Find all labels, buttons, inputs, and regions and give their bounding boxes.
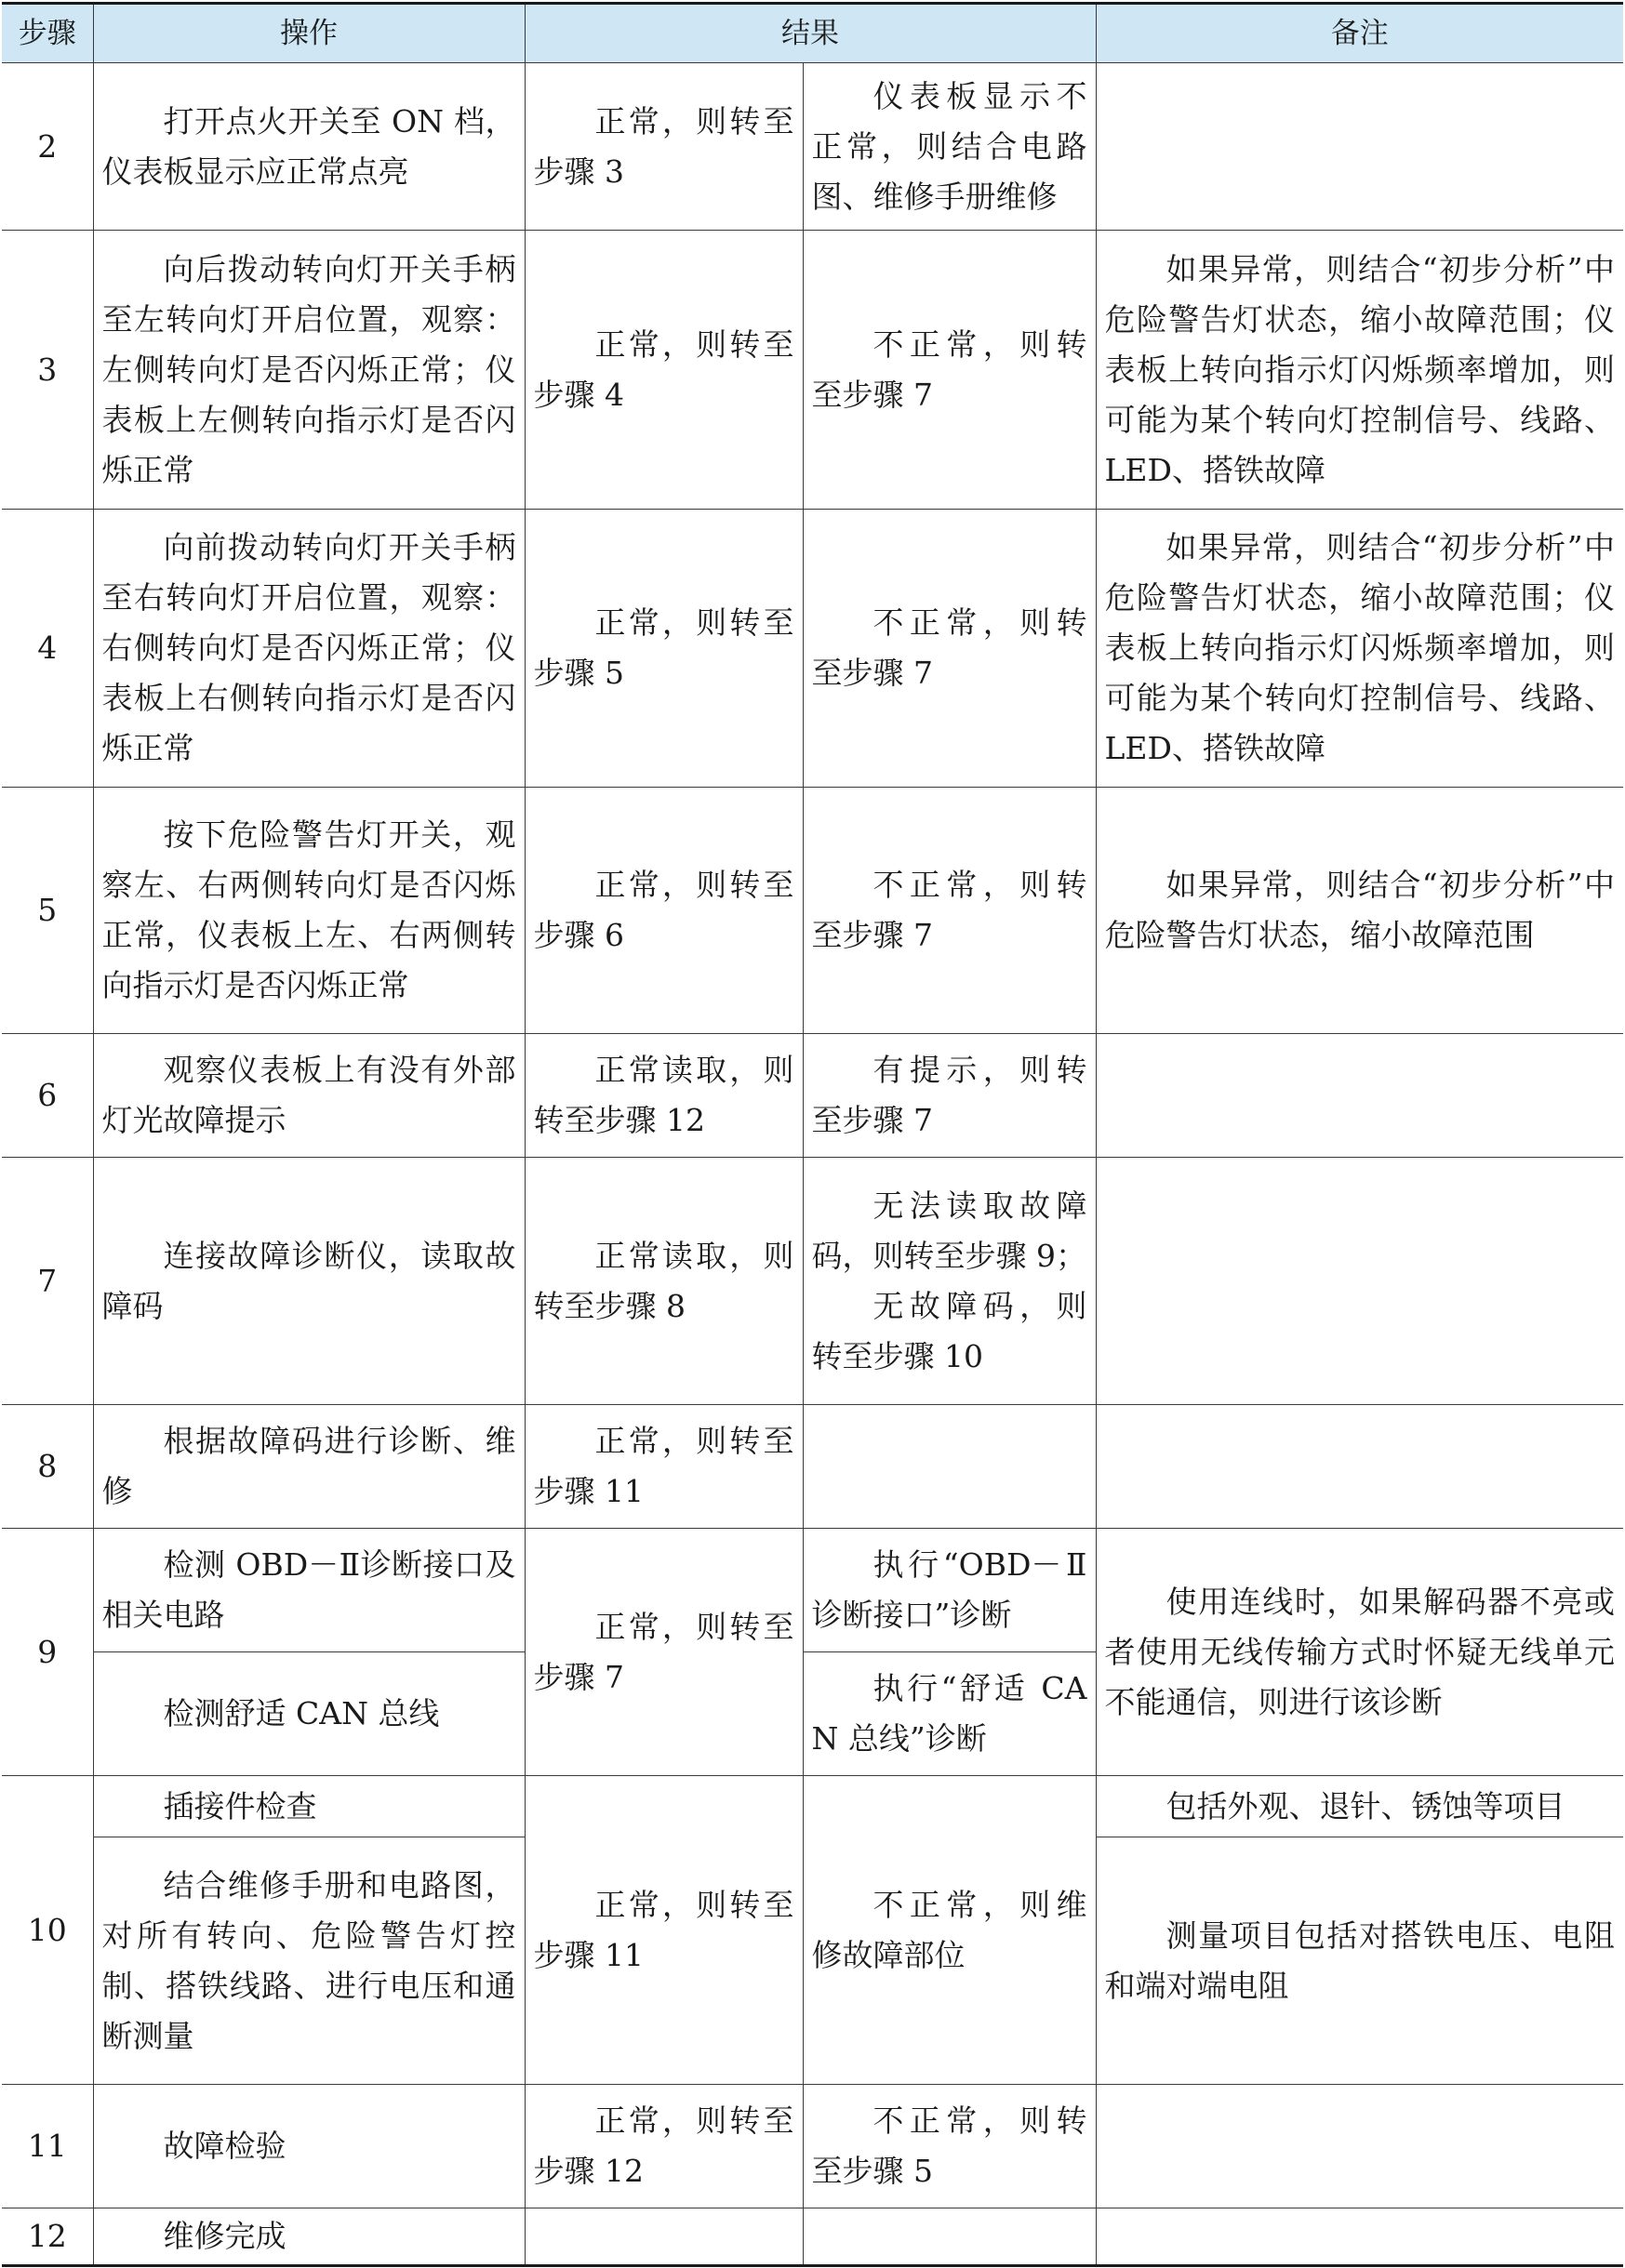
remark-cell: 如果异常，则结合“初步分析”中危险警告灯状态，缩小故障范围；仪表板上转向指示灯闪烁频率增加，则可能为某个转向灯控制信号、线路、LED、搭铁故障 <box>1096 231 1623 510</box>
step-cell: 6 <box>2 1034 93 1158</box>
step-cell: 3 <box>2 231 93 510</box>
step-cell: 11 <box>2 2085 93 2208</box>
result-ok-cell: 正常，则转至步骤 5 <box>525 510 803 788</box>
result-ok-cell: 正常，则转至步骤 12 <box>525 2085 803 2208</box>
step-cell: 2 <box>2 63 93 231</box>
remark-cell <box>1096 2085 1623 2208</box>
result-ok-cell: 正常读取，则转至步骤 8 <box>525 1158 803 1405</box>
remark-cell <box>1096 63 1623 231</box>
action-cell: 向后拨动转向灯开关手柄至左转向灯开启位置，观察：左侧转向灯是否闪烁正常；仪表板上左侧转向指示灯是否闪烁正常 <box>93 231 525 510</box>
remark-cell: 如果异常，则结合“初步分析”中危险警告灯状态，缩小故障范围；仪表板上转向指示灯闪烁频率增加，则可能为某个转向灯控制信号、线路、LED、搭铁故障 <box>1096 510 1623 788</box>
action-cell: 打开点火开关至 ON 档，仪表板显示应正常点亮 <box>93 63 525 231</box>
remark-cell: 如果异常，则结合“初步分析”中危险警告灯状态，缩小故障范围 <box>1096 788 1623 1034</box>
result-fail-cell: 不正常，则转至步骤 5 <box>803 2085 1096 2208</box>
table-row <box>2 510 1623 788</box>
action-cell: 检测 OBD－Ⅱ诊断接口及相关电路 <box>93 1529 525 1652</box>
result-fail-cell: 不正常，则转至步骤 7 <box>803 231 1096 510</box>
result-ok-cell: 正常，则转至步骤 6 <box>525 788 803 1034</box>
action-cell: 检测舒适 CAN 总线 <box>93 1652 525 1776</box>
header-action: 操作 <box>93 4 525 63</box>
remark-cell <box>1096 1405 1623 1529</box>
step-cell: 9 <box>2 1529 93 1776</box>
table-row <box>2 1405 1623 1529</box>
remark-cell <box>1096 2208 1623 2266</box>
result-ok-cell: 正常，则转至步骤 11 <box>525 1405 803 1529</box>
table-row <box>2 63 1623 231</box>
action-cell: 结合维修手册和电路图，对所有转向、危险警告灯控制、搭铁线路、进行电压和通断测量 <box>93 1837 525 2085</box>
action-cell: 观察仪表板上有没有外部灯光故障提示 <box>93 1034 525 1158</box>
result-ok-cell: 正常，则转至步骤 4 <box>525 231 803 510</box>
action-cell: 根据故障码进行诊断、维修 <box>93 1405 525 1529</box>
result-ok-cell: 正常，则转至步骤 7 <box>525 1529 803 1776</box>
action-cell: 故障检验 <box>93 2085 525 2208</box>
remark-cell: 测量项目包括对搭铁电压、电阻和端对端电阻 <box>1096 1837 1623 2085</box>
header-result: 结果 <box>525 4 1096 63</box>
table-row <box>2 231 1623 510</box>
result-ok-cell: 正常读取，则转至步骤 12 <box>525 1034 803 1158</box>
action-cell: 向前拨动转向灯开关手柄至右转向灯开启位置，观察：右侧转向灯是否闪烁正常；仪表板上右侧转向指示灯是否闪烁正常 <box>93 510 525 788</box>
table-header-row <box>2 4 1623 63</box>
step-cell: 10 <box>2 1776 93 2085</box>
result-ok-cell <box>525 2208 803 2266</box>
result-fail-line-2: 无故障码，则转至步骤 10 <box>811 1287 1087 1374</box>
step-cell: 4 <box>2 510 93 788</box>
table-row <box>2 1529 1623 1652</box>
action-cell: 按下危险警告灯开关，观察左、右两侧转向灯是否闪烁正常，仪表板上左、右两侧转向指示灯是否闪烁正常 <box>93 788 525 1034</box>
step-cell: 7 <box>2 1158 93 1405</box>
action-cell: 维修完成 <box>93 2208 525 2266</box>
result-fail-cell: 不正常，则转至步骤 7 <box>803 788 1096 1034</box>
result-fail-cell: 有提示，则转至步骤 7 <box>803 1034 1096 1158</box>
step-cell: 12 <box>2 2208 93 2266</box>
remark-cell: 使用连线时，如果解码器不亮或者使用无线传输方式时怀疑无线单元不能通信，则进行该诊断 <box>1096 1529 1623 1776</box>
table-row <box>2 2208 1623 2266</box>
table-row <box>2 1158 1623 1405</box>
table-row <box>2 788 1623 1034</box>
result-fail-cell: 执行“OBD－Ⅱ诊断接口”诊断 <box>803 1529 1096 1652</box>
remark-cell: 包括外观、退针、锈蚀等项目 <box>1096 1776 1623 1837</box>
header-remark: 备注 <box>1096 4 1623 63</box>
result-fail-line-1: 无法读取故障码，则转至步骤 9； <box>811 1187 1087 1274</box>
result-ok-cell: 正常，则转至步骤 11 <box>525 1776 803 2085</box>
result-fail-cell: 不正常，则转至步骤 7 <box>803 510 1096 788</box>
diagnosis-steps-table <box>2 2 1623 2267</box>
action-cell: 插接件检查 <box>93 1776 525 1837</box>
result-ok-cell: 正常，则转至步骤 3 <box>525 63 803 231</box>
header-step: 步骤 <box>2 4 93 63</box>
step-cell: 5 <box>2 788 93 1034</box>
remark-cell <box>1096 1034 1623 1158</box>
action-cell: 连接故障诊断仪，读取故障码 <box>93 1158 525 1405</box>
result-fail-cell: 不正常，则维修故障部位 <box>803 1776 1096 2085</box>
result-fail-cell: 执行“舒适 CAN 总线”诊断 <box>803 1652 1096 1776</box>
remark-cell <box>1096 1158 1623 1405</box>
result-fail-cell <box>803 2208 1096 2266</box>
table-row <box>2 1034 1623 1158</box>
result-fail-cell <box>803 1405 1096 1529</box>
table-row <box>2 2085 1623 2208</box>
result-fail-cell: 仪表板显示不正常，则结合电路图、维修手册维修 <box>803 63 1096 231</box>
step-cell: 8 <box>2 1405 93 1529</box>
table-row <box>2 1776 1623 1837</box>
result-fail-cell <box>803 1158 1096 1405</box>
